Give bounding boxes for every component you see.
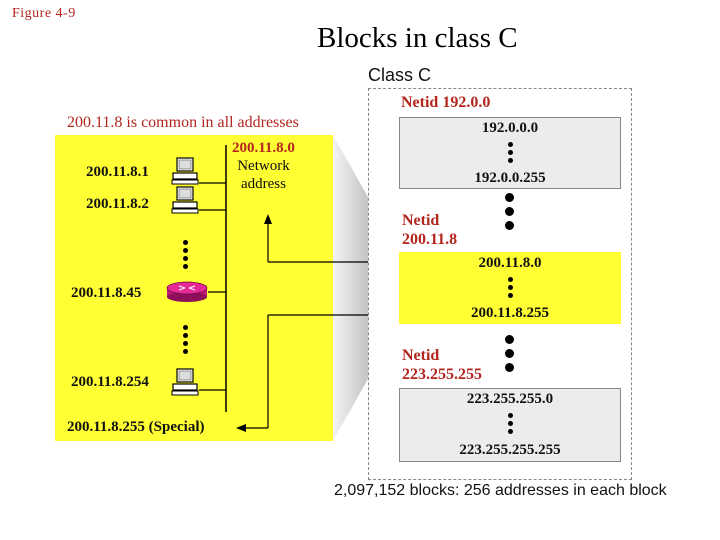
network-address-caption-1: Network — [237, 158, 290, 174]
network-address-label — [232, 139, 295, 193]
host-address-3: 200.11.8.45 — [71, 285, 142, 301]
netid-middle-label — [402, 211, 457, 249]
ellipsis-dots — [183, 325, 189, 357]
ellipsis-dots — [508, 277, 513, 301]
computer-icon — [170, 368, 200, 398]
class-label: Class C — [368, 65, 432, 85]
ellipsis-dots — [505, 193, 514, 235]
host-address-1: 200.11.8.1 — [86, 164, 149, 180]
special-address: 200.11.8.255 (Special) — [67, 419, 205, 435]
network-address-caption-2: address — [240, 176, 286, 192]
block-last-end: 223.255.255.255 — [459, 442, 561, 458]
host-address-2: 200.11.8.2 — [86, 196, 149, 212]
block-first-end: 192.0.0.255 — [474, 170, 546, 186]
computer-icon — [170, 157, 200, 187]
netid-last-label — [402, 346, 482, 384]
ellipsis-dots — [508, 413, 513, 437]
block-last-start: 223.255.255.0 — [466, 391, 554, 407]
figure-label: Figure 4-9 — [12, 6, 76, 21]
network-address-value: 200.11.8.0 — [232, 140, 295, 156]
router-icon — [165, 280, 209, 304]
netid-first-label: Netid 192.0.0 — [401, 94, 491, 111]
block-first-start: 192.0.0.0 — [481, 120, 539, 136]
netid-last-title: Netid — [402, 347, 440, 364]
ellipsis-dots — [508, 142, 513, 166]
blocks-summary: 2,097,152 blocks: 256 addresses in each block — [334, 482, 667, 499]
computer-icon — [170, 186, 200, 216]
common-prefix-caption: 200.11.8 is common in all addresses — [67, 114, 299, 131]
ellipsis-dots — [505, 335, 514, 377]
netid-middle-title: Netid — [402, 212, 440, 229]
host-address-4: 200.11.8.254 — [71, 374, 149, 390]
block-middle-end: 200.11.8.255 — [471, 305, 549, 321]
ellipsis-dots — [183, 240, 189, 272]
netid-middle-value: 200.11.8 — [402, 231, 458, 248]
page-title: Blocks in class C — [317, 22, 518, 54]
block-middle-start: 200.11.8.0 — [478, 255, 542, 271]
netid-last-value: 223.255.255 — [402, 366, 482, 383]
